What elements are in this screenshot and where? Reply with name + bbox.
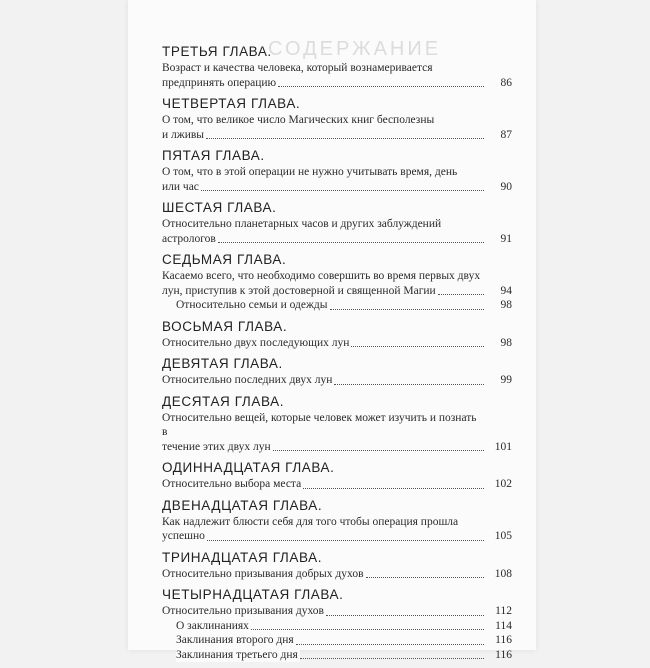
toc-entry-line <box>162 113 512 128</box>
leader-line <box>162 284 512 299</box>
page-number: 91 <box>500 232 512 245</box>
bleed-through-title: СОДЕРЖАНИЕ <box>268 38 442 60</box>
entry-text: или час <box>162 180 199 193</box>
toc-entry <box>162 128 512 143</box>
page-number: 108 <box>494 567 512 580</box>
leader-line <box>162 128 512 143</box>
dot-leader <box>251 629 484 630</box>
toc-entry <box>162 567 512 582</box>
chapter-heading: ТРЕТЬЯ ГЛАВА. <box>162 44 272 59</box>
chapter-heading: ОДИННАДЦАТАЯ ГЛАВА. <box>162 460 335 475</box>
entry-text: Касаемо всего, что необходимо совершить во время первых двух <box>162 270 481 282</box>
page-number: 98 <box>500 299 512 311</box>
chapter-heading: ШЕСТАЯ ГЛАВА. <box>162 200 277 215</box>
dot-leader <box>278 86 484 87</box>
toc-entry <box>162 619 512 634</box>
toc-entry <box>162 180 512 195</box>
chapter-heading: ТРИНАДЦАТАЯ ГЛАВА. <box>162 549 323 565</box>
chapter-heading: ЧЕТЫРНАДЦАТАЯ ГЛАВА. <box>162 587 344 602</box>
dot-leader <box>218 242 484 243</box>
dot-leader <box>201 190 484 191</box>
entry-text: Относительно семьи и одежды <box>176 299 328 311</box>
dot-leader <box>330 309 485 310</box>
entry-text: Относительно призывания духов <box>162 605 324 617</box>
toc-chapter <box>162 319 512 351</box>
page-number: 112 <box>495 605 512 617</box>
dot-leader <box>207 540 484 541</box>
entry-text: Относительно двух последующих лун <box>162 336 350 349</box>
toc-chapter <box>162 394 512 455</box>
leader-line <box>162 440 512 455</box>
toc-entry-line <box>162 217 512 232</box>
chapter-heading: ДЕВЯТАЯ ГЛАВА. <box>162 356 283 371</box>
leader-line <box>162 567 512 582</box>
toc-chapter <box>162 587 512 662</box>
toc-chapter <box>162 498 512 544</box>
dot-leader <box>351 346 484 347</box>
chapter-heading: ДЕСЯТАЯ ГЛАВА. <box>162 393 285 409</box>
toc-entry-line <box>162 515 512 530</box>
dot-leader <box>206 138 484 139</box>
toc-chapter <box>162 148 512 194</box>
page-number: 105 <box>494 530 512 542</box>
dot-leader <box>326 615 484 616</box>
page-number: 114 <box>495 619 512 632</box>
toc-chapter <box>162 200 512 246</box>
page-number: 101 <box>494 440 512 453</box>
chapter-heading: ДВЕНАДЦАТАЯ ГЛАВА. <box>162 497 323 513</box>
dot-leader <box>273 450 484 451</box>
toc-entry-line <box>162 411 512 440</box>
chapter-heading: ПЯТАЯ ГЛАВА. <box>162 148 265 163</box>
entry-text: Возраст и качества человека, который вознамеривается <box>162 62 433 74</box>
leader-line <box>162 180 512 195</box>
entry-text: Относительно выбора места <box>162 478 302 490</box>
toc-entry <box>162 529 512 544</box>
page-number: 99 <box>500 374 512 386</box>
toc-entry <box>162 336 512 351</box>
entry-text: течение этих двух лун <box>162 440 271 453</box>
dot-leader <box>296 644 484 645</box>
entry-text: Относительно последних двух лун <box>162 374 333 386</box>
entry-text: Относительно призывания добрых духов <box>162 567 364 580</box>
page-number: 86 <box>500 76 512 89</box>
toc-entry <box>162 477 512 492</box>
leader-line <box>162 529 512 544</box>
dot-leader <box>334 384 484 385</box>
leader-line <box>176 619 512 634</box>
toc-entry-line <box>162 165 512 180</box>
toc-chapter <box>162 460 512 492</box>
page-number: 94 <box>500 284 512 297</box>
page-number: 116 <box>495 634 512 646</box>
chapter-heading: ЧЕТВЕРТАЯ ГЛАВА. <box>162 96 301 111</box>
page-number: 98 <box>500 336 512 349</box>
dot-leader <box>438 294 484 295</box>
entry-text: О заклинаниях <box>176 619 249 632</box>
leader-line <box>162 336 512 351</box>
toc-entry <box>162 298 512 313</box>
toc-entry <box>162 440 512 455</box>
dot-leader <box>303 488 484 489</box>
toc-chapter <box>162 550 512 582</box>
leader-line <box>162 604 512 619</box>
table-of-contents <box>162 44 512 668</box>
toc-entry <box>162 633 512 648</box>
page-number: 87 <box>500 128 512 141</box>
leader-line <box>162 373 512 388</box>
leader-line <box>162 232 512 247</box>
toc-chapter <box>162 96 512 142</box>
page-number: 116 <box>495 648 512 661</box>
toc-chapter <box>162 44 512 90</box>
leader-line <box>176 633 512 648</box>
leader-line <box>176 298 512 313</box>
toc-entry <box>162 604 512 619</box>
entry-text: лун, приступив к этой достоверной и священной Магии <box>162 284 436 297</box>
leader-line <box>162 477 512 492</box>
entry-text: астрологов <box>162 232 216 245</box>
toc-entry <box>162 373 512 388</box>
entry-text: и лживы <box>162 128 205 141</box>
entry-text: Относительно планетарных часов и других заблуждений <box>162 218 442 230</box>
toc-chapter <box>162 356 512 388</box>
entry-text: успешно <box>162 530 205 542</box>
chapter-heading: СЕДЬМАЯ ГЛАВА. <box>162 252 287 267</box>
page-number: 90 <box>500 180 512 193</box>
entry-text: Как надлежит блюсти себя для того чтобы операция прошла <box>162 515 459 528</box>
entry-text: Заклинания третьего дня <box>176 648 298 661</box>
toc-entry <box>162 76 512 91</box>
toc-entry <box>162 232 512 247</box>
dot-leader <box>366 577 484 578</box>
entry-text: предпринять операцию <box>162 76 277 89</box>
entry-text: О том, что великое число Магических книг бесполезны <box>162 114 435 126</box>
dot-leader <box>300 658 484 659</box>
chapter-heading: ВОСЬМАЯ ГЛАВА. <box>162 318 288 334</box>
toc-entry-line <box>162 61 512 76</box>
toc-entry-line <box>162 269 512 284</box>
leader-line <box>162 76 512 91</box>
page-number: 102 <box>494 478 512 490</box>
toc-entry <box>162 284 512 299</box>
entry-text: О том, что в этой операции не нужно учитывать время, день <box>162 166 458 178</box>
entry-text: Относительно вещей, которые человек может изучить и познать в <box>162 411 477 438</box>
entry-text: Заклинания второго дня <box>176 634 294 646</box>
toc-chapter <box>162 252 512 313</box>
